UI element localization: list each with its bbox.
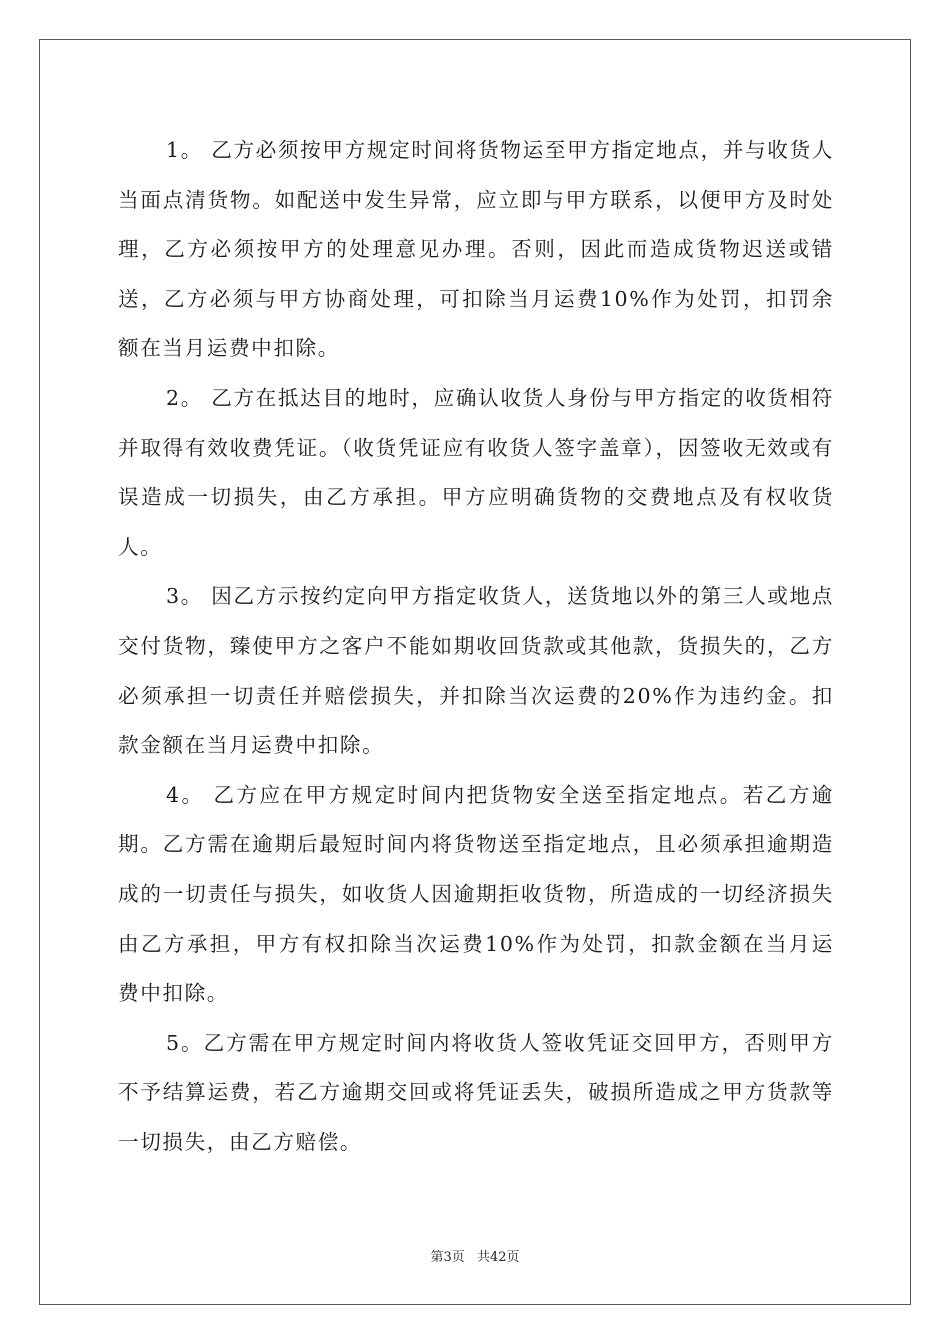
clause-2-paragraph: 2。 乙方在抵达目的地时，应确认收货人身份与甲方指定的收货相符并取得有效收费凭证。（收货凭证应有收货人签字盖章），因签收无效或有误造成一切损失，由乙方承担。甲方应明确货物的交费地点及有权收货人。 — [118, 385, 834, 559]
clause-3-paragraph: 3。 因乙方示按约定向甲方指定收货人，送货地以外的第三人或地点交付货物，臻使甲方之客户不能如期收回货款或其他款，货损失的，乙方必须承担一切责任并赔偿损失，并扣除当次运费的20%作为违约金。扣款金额在当月运费中扣除。 — [118, 584, 834, 758]
page-number: 第3页 — [430, 1250, 465, 1265]
document-body — [118, 126, 834, 1167]
clause-4-paragraph: 4。 乙方应在甲方规定时间内把货物安全送至指定地点。若乙方逾期。乙方需在逾期后最短时间内将货物送至指定地点，且必须承担逾期造成的一切责任与损失，如收货人因逾期拒收货物，所造成的一切经济损失由乙方承担，甲方有权扣除当次运费10%作为处罚，扣款金额在当月运费中扣除。 — [118, 782, 834, 1006]
total-pages: 共42页 — [476, 1250, 520, 1265]
page-footer — [0, 1246, 950, 1265]
clause-5-paragraph: 5。乙方需在甲方规定时间内将收货人签收凭证交回甲方，否则甲方不予结算运费，若乙方逾期交回或将凭证丢失，破损所造成之甲方货款等一切损失，由乙方赔偿。 — [118, 1030, 834, 1154]
clause-1-paragraph: 1。 乙方必须按甲方规定时间将货物运至甲方指定地点，并与收货人当面点清货物。如配送中发生异常，应立即与甲方联系，以便甲方及时处理，乙方必须按甲方的处理意见办理。否则，因此而造成货物迟送或错送，乙方必须与甲方协商处理，可扣除当月运费10%作为处罚，扣罚余额在当月运费中扣除。 — [118, 138, 834, 361]
